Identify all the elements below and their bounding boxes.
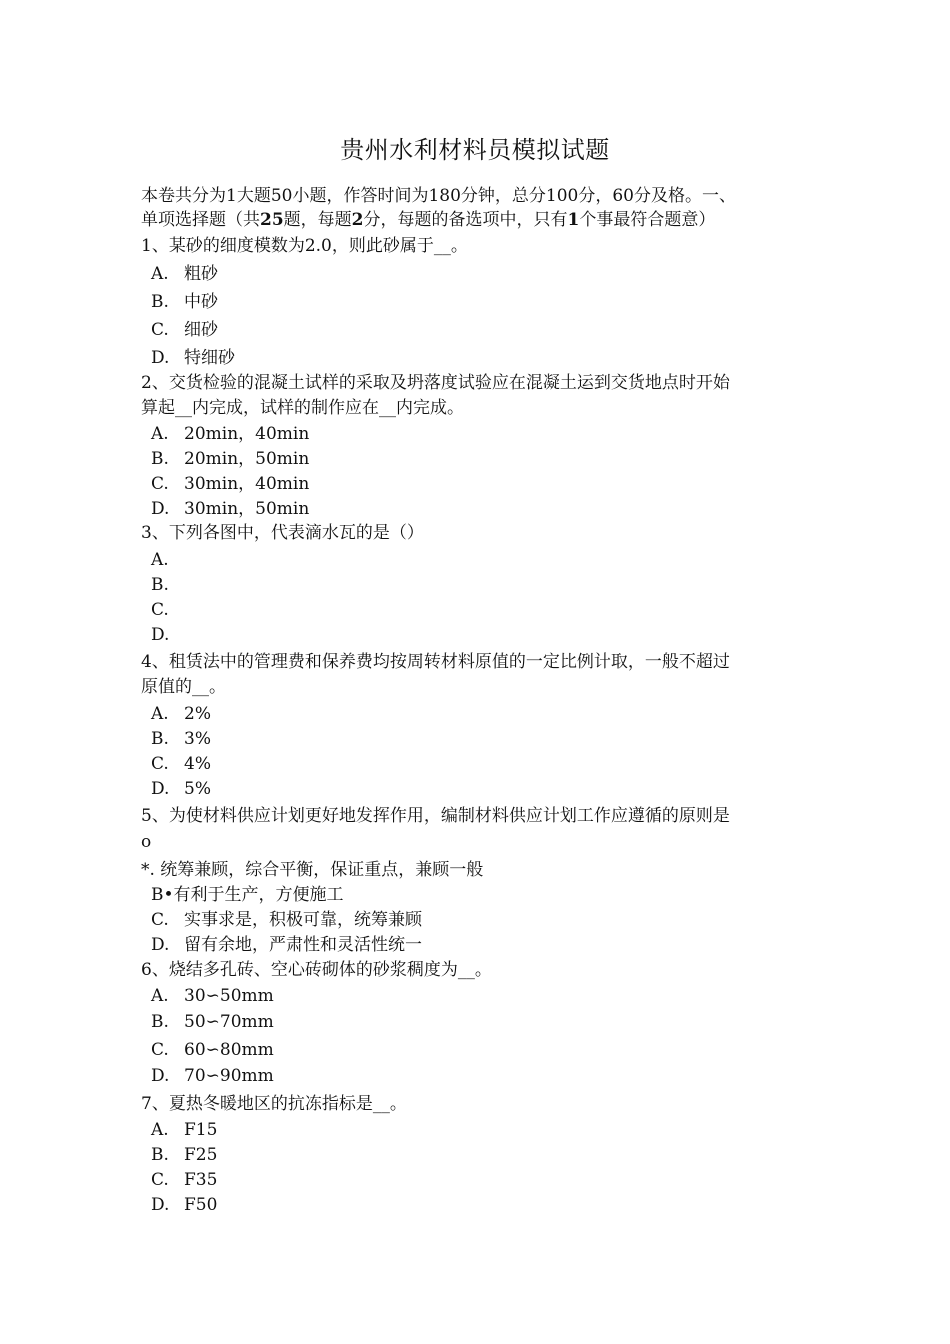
question-2-option-d	[151, 497, 309, 521]
option-text: 中砂	[184, 292, 218, 312]
question-7-option-b	[151, 1143, 217, 1167]
question-1-option-c	[151, 318, 218, 342]
option-text: 50∽70mm	[184, 1012, 274, 1032]
question-3-option-d	[151, 623, 184, 647]
option-letter: A.	[151, 264, 169, 284]
question-3-option-a	[151, 548, 184, 572]
question-6-option-d	[151, 1064, 274, 1088]
option-letter: B.	[151, 292, 169, 312]
option-text: 20min，50min	[184, 449, 310, 469]
question-2-stem-line-2: 算起__内完成，试样的制作应在__内完成。	[141, 398, 464, 418]
option-letter: A.	[151, 704, 169, 724]
intro-correct-count: 1	[567, 210, 580, 230]
question-5-stem-line-1: 5、为使材料供应计划更好地发挥作用，编制材料供应计划工作应遵循的原则是	[141, 806, 730, 826]
option-letter: A.	[151, 550, 169, 570]
option-text: 留有余地，严肃性和灵活性统一	[184, 935, 422, 955]
option-text: 5%	[184, 779, 211, 799]
option-text: 60∽80mm	[184, 1040, 274, 1060]
question-1-option-d	[151, 346, 235, 370]
option-text: 2%	[184, 704, 211, 724]
option-letter: B.	[151, 1012, 169, 1032]
intro-points: 2	[351, 210, 364, 230]
question-6-option-b	[151, 1010, 274, 1034]
question-7-option-d	[151, 1193, 217, 1217]
intro-text-a: 单项选择题（共	[141, 210, 260, 230]
intro-text-d: 个事最符合题意）	[579, 210, 716, 230]
option-letter: B.	[151, 449, 169, 469]
option-text: 特细砂	[184, 348, 235, 368]
question-2-option-c	[151, 472, 309, 496]
option-letter: A.	[151, 424, 169, 444]
question-5-option-d	[151, 933, 422, 957]
intro-line-1: 本卷共分为1大题50小题，作答时间为180分钟，总分100分，60分及格。一、	[141, 186, 736, 206]
option-text: 30min，50min	[184, 499, 310, 519]
question-4-option-a	[151, 702, 211, 726]
option-text: 3%	[184, 729, 211, 749]
question-7-stem: 7、夏热冬暖地区的抗冻指标是__。	[141, 1094, 407, 1114]
question-2-stem-line-1: 2、交货检验的混凝土试样的采取及坍落度试验应在混凝土运到交货地点时开始	[141, 373, 730, 393]
option-letter: D.	[151, 1195, 170, 1215]
option-text: 实事求是，积极可靠，统筹兼顾	[184, 910, 422, 930]
question-4-option-c	[151, 752, 211, 776]
intro-question-count: 25	[260, 210, 284, 230]
question-4-option-b	[151, 727, 211, 751]
option-text: F15	[184, 1120, 218, 1140]
option-letter: D.	[151, 779, 170, 799]
question-3-option-c	[151, 598, 184, 622]
question-7-option-a	[151, 1118, 217, 1142]
question-3-option-b	[151, 573, 184, 597]
option-letter: D.	[151, 348, 170, 368]
option-letter: C.	[151, 474, 169, 494]
option-letter: A.	[151, 1120, 169, 1140]
question-5-option-c	[151, 908, 422, 932]
question-4-stem-line-2: 原值的__。	[141, 677, 226, 697]
option-text: F50	[184, 1195, 218, 1215]
question-1-option-a	[151, 262, 218, 286]
option-text: 4%	[184, 754, 211, 774]
page-title: 贵州水利材料员模拟试题	[340, 136, 610, 164]
option-letter: D.	[151, 499, 170, 519]
option-letter: B.	[151, 575, 169, 595]
option-letter: B.	[151, 729, 169, 749]
option-text: F35	[184, 1170, 218, 1190]
option-text: 细砂	[184, 320, 218, 340]
option-letter: B.	[151, 1145, 169, 1165]
option-letter: D.	[151, 1066, 170, 1086]
question-6-stem: 6、烧结多孔砖、空心砖砌体的砂浆稠度为__。	[141, 960, 492, 980]
option-letter: C.	[151, 600, 169, 620]
question-5-option-a: *. 统筹兼顾，综合平衡，保证重点，兼顾一般	[141, 860, 484, 880]
option-text: 20min，40min	[184, 424, 310, 444]
option-letter: C.	[151, 320, 169, 340]
intro-line-2	[141, 208, 811, 232]
option-letter: A.	[151, 986, 169, 1006]
question-5-stem-line-2: o	[141, 832, 152, 852]
intro-text-b: 题，每题	[283, 210, 352, 230]
option-text: F25	[184, 1145, 218, 1165]
intro-text-c: 分，每题的备选项中，只有	[363, 210, 568, 230]
option-letter: D.	[151, 935, 170, 955]
option-letter: C.	[151, 1040, 169, 1060]
option-text: 粗砂	[184, 264, 218, 284]
question-5-option-b: B•有利于生产，方便施工	[151, 885, 344, 905]
question-4-stem-line-1: 4、租赁法中的管理费和保养费均按周转材料原值的一定比例计取，一般不超过	[141, 652, 730, 672]
question-7-option-c	[151, 1168, 217, 1192]
question-6-option-c	[151, 1038, 274, 1062]
option-text: 30∽50mm	[184, 986, 274, 1006]
option-letter: D.	[151, 625, 170, 645]
question-1-stem: 1、某砂的细度模数为2.0，则此砂属于__。	[141, 236, 468, 256]
option-letter: C.	[151, 910, 169, 930]
option-text: 30min，40min	[184, 474, 310, 494]
option-text: 70∽90mm	[184, 1066, 274, 1086]
option-letter: C.	[151, 754, 169, 774]
option-letter: C.	[151, 1170, 169, 1190]
question-2-option-b	[151, 447, 309, 471]
question-3-stem: 3、下列各图中，代表滴水瓦的是（）	[141, 523, 424, 543]
question-6-option-a	[151, 984, 274, 1008]
question-1-option-b	[151, 290, 218, 314]
question-2-option-a	[151, 422, 309, 446]
question-4-option-d	[151, 777, 211, 801]
